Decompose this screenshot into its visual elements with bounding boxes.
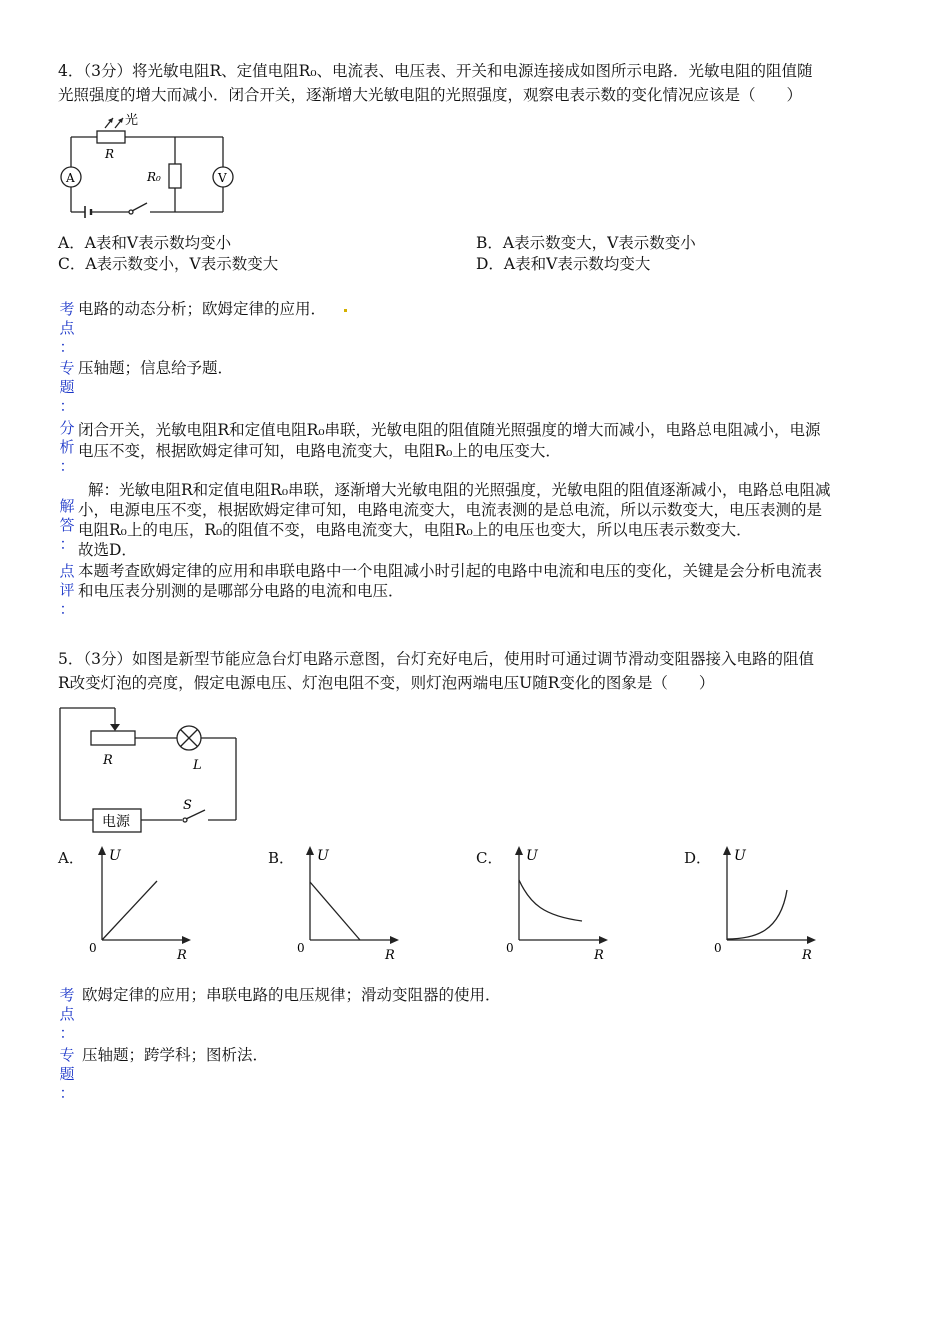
- graph-d-curve: [727, 890, 787, 939]
- ammeter-label: A: [66, 171, 75, 185]
- q4-fenxi-text-2: 电压不变，根据欧姆定律可知，电路电流变大，电阻R₀上的电压变大．: [78, 442, 561, 460]
- q4-jieda-label: 解 答 ：: [59, 497, 75, 553]
- graph-b-u-label: U: [317, 848, 329, 864]
- rheostat: [91, 731, 135, 745]
- graph-c-option: C．: [476, 849, 503, 867]
- graph-d-option: D．: [684, 849, 712, 867]
- source-label: 电源: [102, 814, 130, 830]
- graph-b-option: B．: [268, 849, 295, 867]
- light-label: 光: [125, 113, 139, 128]
- photoresistor-label: R: [105, 147, 115, 161]
- graph-c-origin: 0: [506, 941, 514, 955]
- graph-c-r-label: R: [594, 948, 604, 963]
- graph-d-origin: 0: [714, 941, 722, 955]
- slider-arrow: [110, 724, 120, 731]
- q4-fenxi-text-1: 闭合开关，光敏电阻R和定值电阻R₀串联，光敏电阻的阻值随光照强度的增大而减小，电路总电阻减小，电源: [78, 421, 821, 439]
- q4-jieda-text-2: 小，电源电压不变，根据欧姆定律可知，电路电流变大，电流表测的是总电流，所以示数变大，电压表测的是: [78, 501, 823, 519]
- photoresistor: [97, 131, 125, 143]
- q4-option-c: C．A表示数变小，V表示数变大: [58, 255, 279, 273]
- q4-kaodian-text: 电路的动态分析；欧姆定律的应用．: [78, 300, 327, 318]
- q4-dianping-text-1: 本题考查欧姆定律的应用和串联电路中一个电阻减小时引起的电路中电流和电压的变化，关键是会分析电流表: [78, 562, 823, 580]
- q4-circuit-diagram: [55, 112, 235, 222]
- q4-stem-line-2: 光照强度的增大而减小．闭合开关，逐渐增大光敏电阻的光照强度，观察电表示数的变化情况应该是（ ）: [58, 86, 803, 104]
- graph-a-r-label: R: [177, 948, 187, 963]
- graph-d-r-label: R: [802, 948, 812, 963]
- graph-b-curve: [310, 882, 360, 940]
- q4-jieda-text-3: 电阻R₀上的电压，R₀的阻值不变，电路电流变大，电阻R₀上的电压也变大，所以电压表示数变大．: [78, 521, 752, 539]
- q4-zhuanti-label: 专 题 ：: [59, 359, 75, 415]
- q4-dianping-label: 点 评 ：: [59, 562, 75, 618]
- q4-option-a: A．A表和V表示数均变小: [58, 234, 232, 252]
- graph-b-origin: 0: [297, 941, 305, 955]
- q4-stem-line-1: 4．（3分）将光敏电阻R、定值电阻R₀、电流表、电压表、开关和电源连接成如图所示电路．光敏电阻的阻值随: [58, 62, 813, 80]
- q5-zhuanti-label: 专 题 ：: [59, 1046, 75, 1102]
- dot-marker: [344, 309, 347, 312]
- graph-c: [502, 842, 617, 967]
- fixed-resistor-r0: [169, 164, 181, 188]
- graph-a-u-label: U: [109, 848, 121, 864]
- graph-c-u-label: U: [526, 848, 538, 864]
- lamp-label: L: [193, 758, 202, 773]
- q4-dianping-text-2: 和电压表分别测的是哪部分电路的电流和电压．: [78, 582, 404, 600]
- q5-kaodian-label: 考 点 ：: [59, 986, 75, 1042]
- graph-a-curve: [102, 881, 157, 940]
- voltmeter-label: V: [218, 171, 227, 185]
- q5-zhuanti-text: 压轴题；跨学科；图析法．: [82, 1046, 269, 1064]
- q4-kaodian-label: 考 点 ：: [59, 300, 75, 356]
- r0-label: R₀: [147, 170, 161, 184]
- graph-d-u-label: U: [734, 848, 746, 864]
- graph-b: [293, 842, 408, 967]
- q4-fenxi-label: 分 析 ：: [59, 419, 75, 475]
- q5-stem-line-1: 5．（3分）如图是新型节能应急台灯电路示意图，台灯充好电后，使用时可通过调节滑动变阻器接入电路的阻值: [58, 650, 814, 668]
- graph-d: [710, 842, 825, 967]
- q4-option-b: B．A表示数变大，V表示数变小: [476, 234, 696, 252]
- q4-jieda-text-4: 故选D．: [78, 541, 137, 559]
- graph-b-r-label: R: [385, 948, 395, 963]
- q5-kaodian-text: 欧姆定律的应用；串联电路的电压规律；滑动变阻器的使用．: [82, 986, 501, 1004]
- graph-c-curve: [519, 880, 582, 921]
- graph-a: [85, 842, 200, 967]
- q5-circuit-diagram: [55, 702, 245, 837]
- rheostat-label: R: [103, 753, 113, 768]
- graph-a-option: A．: [58, 849, 84, 867]
- q4-zhuanti-text: 压轴题；信息给予题．: [78, 359, 234, 377]
- q4-option-d: D．A表和V表示数均变大: [476, 255, 651, 273]
- graph-a-origin: 0: [89, 941, 97, 955]
- q5-stem-line-2: R改变灯泡的亮度，假定电源电压、灯泡电阻不变，则灯泡两端电压U随R变化的图象是（ ）: [58, 674, 715, 692]
- q4-jieda-text-1: 解：光敏电阻R和定值电阻R₀串联，逐渐增大光敏电阻的光照强度，光敏电阻的阻值逐渐减小，电路总电阻减: [88, 481, 831, 499]
- switch-label: S: [183, 798, 192, 813]
